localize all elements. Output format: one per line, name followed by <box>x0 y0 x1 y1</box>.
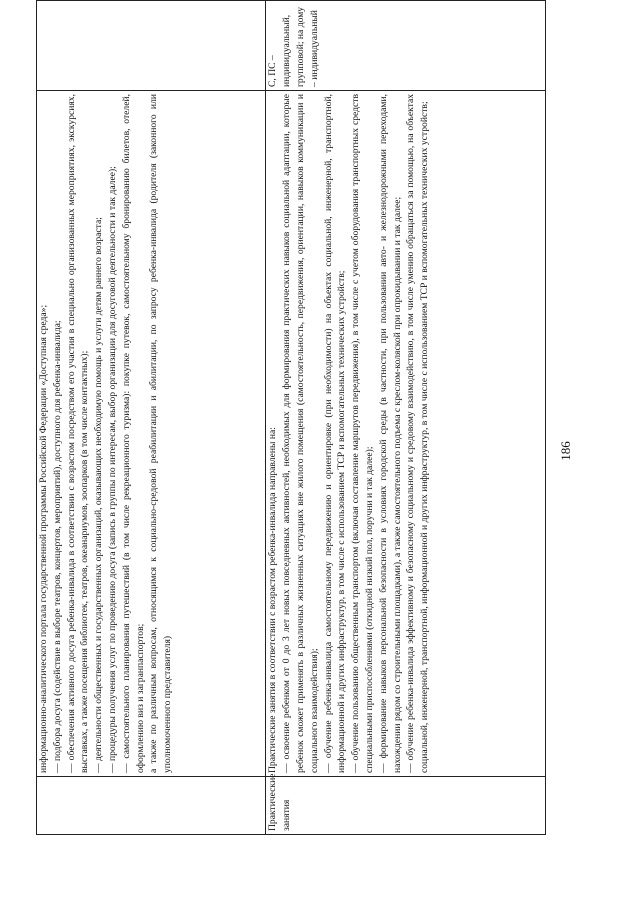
paragraph: — освоение ребенком от 0 до 3 лет новых повседневных активностей, необходимых для формирования практических навыков социальной адаптации, которые ребенок сможет применять в различных жизненных ситуациях вне жилого помещения (самостоятельность, передвижения, ориентации, навыков коммуникации и социального взаимодействия); <box>281 94 320 773</box>
paragraph: — обучение ребенка-инвалида самостоятельному передвижению и ориентировке (при необходимости) на объектах социальной, инженерной, транспортной, информационной и других инфраструктур, в том числе с использованием ТСР и вспомогательных технических устройств; <box>322 94 348 773</box>
service-form-cell <box>37 1 266 91</box>
service-name-cell: Практические занятия <box>266 777 546 835</box>
service-description-cell <box>266 91 546 777</box>
service-form-cell: С, ПС – индивидуальный, групповой; на дому – индивидуальный <box>266 1 546 91</box>
table-row <box>266 1 546 835</box>
paragraph: — деятельности общественных и государственных организаций, оказывающих необходимую помощь и услуги детям раннего возраста; <box>93 217 105 773</box>
paragraph: а также по различным вопросам, относящимся к социально-средовой реабилитации и абилитации, по запросу ребенка-инвалида (родителя (законного или уполномоченного представителя) <box>148 94 174 773</box>
paragraph: — процедуры получения услуг по проведению досуга (запись в группы по интересам, выбор организации для досуговой деятельности и так далее); <box>106 166 118 773</box>
paragraph: — обучение ребенка-инвалида эффективному и безопасному социальному и средовому взаимодействию, в том числе умению обращаться за помощью, на объектах социальной, инженерной, транспортной, информационной и других инфраструктур, в том числе с использованием ТСР и вспомогательных технических устройств; <box>405 94 431 773</box>
paragraph: — формирование навыков персональной безопасности в условиях городской среды (в частности, при пользовании авто- и железнодорожными переходами, нахождении рядом со строительными площадками), а также самостоятельного подъема с креслом-коляской при опрокидывании и так далее; <box>377 94 403 773</box>
paragraph: — подбора досуга (содействие в выборе театров, концертов, мероприятий), доступного для ребенка-инвалида; <box>51 320 63 773</box>
paragraph: — обеспечения активного досуга ребенка-инвалида в соответствии с возрастом посредством его участия в специально организованных мероприятиях, экскурсиях, выставках, а также посещения библиотек, театров, океанариумов, зоопарков (в том числе контактных); <box>65 94 91 773</box>
page-number: 186 <box>558 441 573 461</box>
paragraph: — обучение пользованию общественным транспортом (включая составление маршрутов передвижения), в том числе с учетом оборудования транспортных средств специальными приспособлениями (откидной низкий пол, поручни и так далее); <box>350 94 376 773</box>
paragraph: Практические занятия в соответствии с возрастом ребенка-инвалида направлены на: <box>267 427 279 773</box>
service-table <box>36 0 546 835</box>
service-name-cell <box>37 777 266 835</box>
service-description-cell <box>37 91 266 777</box>
paragraph: информационно-аналитического портала государственной программы Российской Федерации «Доступная среда»; <box>38 304 49 773</box>
table-row <box>37 1 266 835</box>
paragraph: — самостоятельного планирования путешествий (в том числе рекреационного туризма): покупке путевок, самостоятельному бронированию билетов, отелей, оформлению виз и загранпаспортов; <box>120 94 146 773</box>
